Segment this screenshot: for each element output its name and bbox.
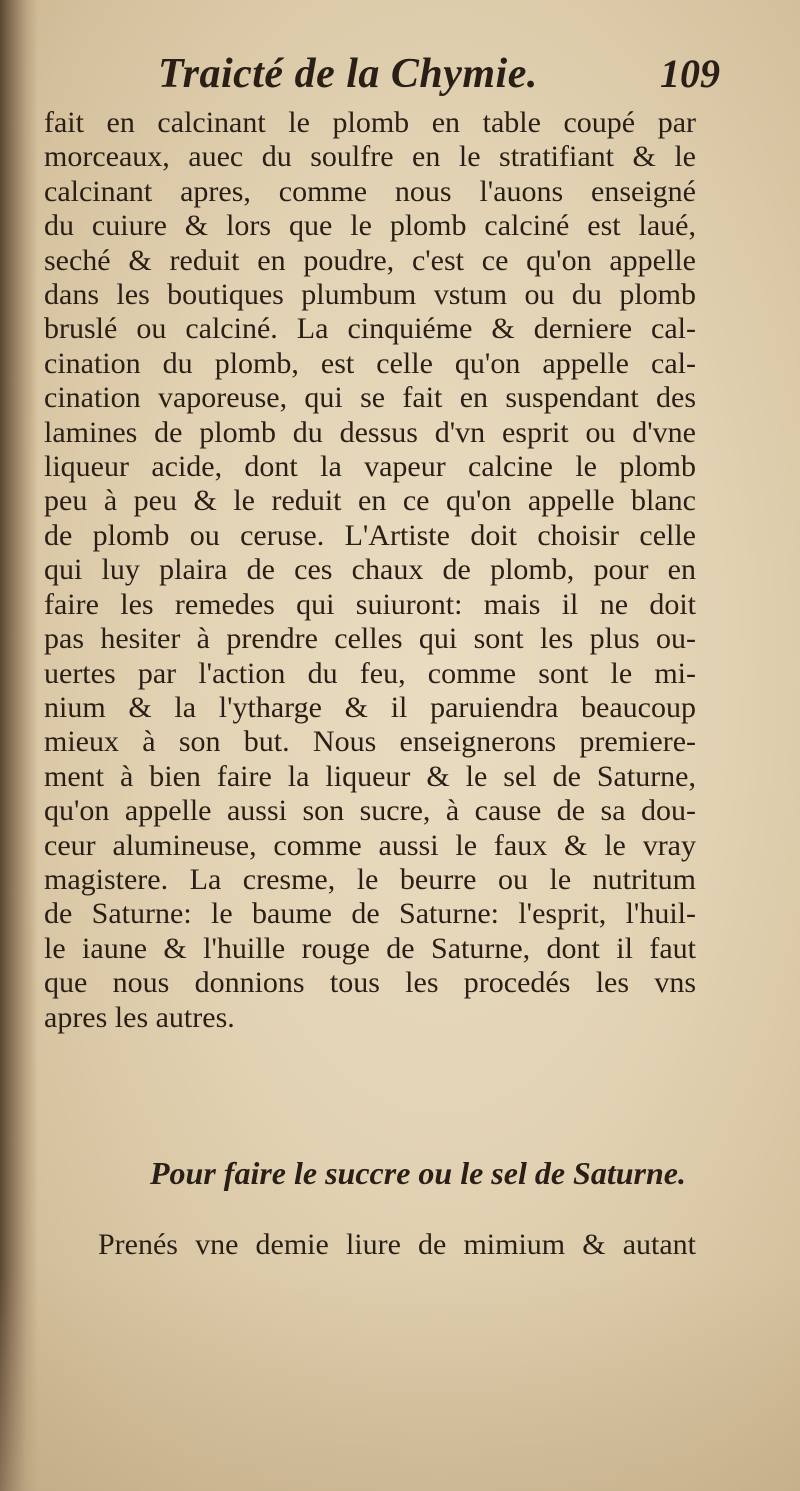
running-title: Traicté de la Chymie.	[158, 51, 538, 97]
text-line: que nous donnions tous les procedés les vns	[44, 966, 696, 1000]
text-line: peu à peu & le reduit en ce qu'on appelle blanc	[44, 484, 696, 518]
text-line: nium & la l'ytharge & il paruiendra beaucoup	[44, 690, 696, 724]
page-gutter-shadow	[0, 0, 38, 1491]
text-line: morceaux, auec du soulfre en le stratifiant & le	[44, 140, 696, 174]
text-line: magistere. La cresme, le beurre ou le nutritum	[44, 862, 696, 896]
page-header	[40, 45, 720, 103]
text-line: bruslé ou calciné. La cinquiéme & derniere cal-	[44, 312, 696, 346]
text-line: qui luy plaira de ces chaux de plomb, pour en	[44, 553, 696, 587]
text-line: ment à bien faire la liqueur & le sel de Saturne,	[44, 759, 696, 793]
text-line: de Saturne: le baume de Saturne: l'esprit, l'huil-	[44, 897, 696, 931]
text-line: dans les boutiques plumbum vstum ou du plomb	[44, 278, 696, 312]
text-line: faire les remedes qui suiuront: mais il ne doit	[44, 587, 696, 621]
text-line: fait en calcinant le plomb en table coupé par	[44, 106, 696, 139]
text-line: liqueur acide, dont la vapeur calcine le plomb	[44, 450, 696, 484]
text-line: de plomb ou ceruse. L'Artiste doit choisir celle	[44, 518, 696, 552]
text-line: calcinant apres, comme nous l'auons enseigné	[44, 174, 696, 208]
text-line: mieux à son but. Nous enseignerons premiere-	[44, 725, 696, 759]
page-bottom-shade	[0, 1271, 800, 1491]
text-line: lamines de plomb du dessus d'vn esprit ou d'vne	[44, 415, 696, 449]
text-line: uertes par l'action du feu, comme sont le mi-	[44, 656, 696, 690]
text-line: cination du plomb, est celle qu'on appelle cal-	[44, 346, 696, 380]
text-line: seché & reduit en poudre, c'est ce qu'on appelle	[44, 243, 696, 277]
text-line: ceur alumineuse, comme aussi le faux & le vray	[44, 828, 696, 862]
section-heading: Pour faire le succre ou le sel de Saturne.	[150, 1155, 686, 1191]
body-text	[44, 106, 696, 1035]
text-line-last: apres les autres.	[44, 1000, 235, 1034]
text-line: pas hesiter à prendre celles qui sont les plus ou-	[44, 622, 696, 656]
text-line: qu'on appelle aussi son sucre, à cause de sa dou-	[44, 794, 696, 828]
text-line: du cuiure & lors que le plomb calciné est laué,	[44, 209, 696, 243]
text-line: le iaune & l'huille rouge de Saturne, dont il faut	[44, 931, 696, 965]
section-first-line: Prenés vne demie liure de mimium & autant	[98, 1228, 696, 1261]
text-line: cination vaporeuse, qui se fait en suspendant des	[44, 381, 696, 415]
page-number: 109	[660, 51, 720, 96]
